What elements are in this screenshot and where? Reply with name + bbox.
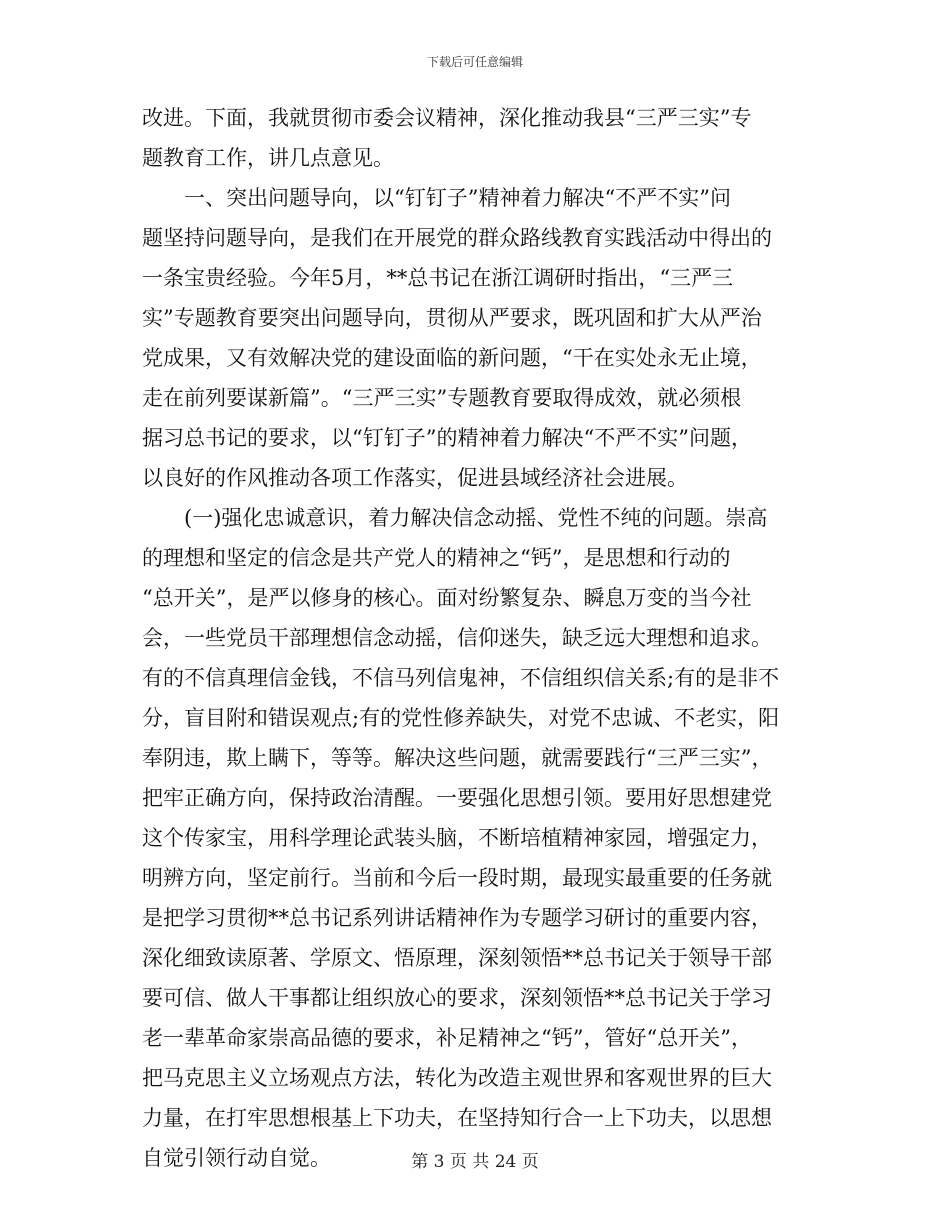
subsection-heading-line: (一)强化忠诚意识，着力解决信念动摇、党性不纯的问题。崇高 — [184, 506, 768, 530]
text-line: 深化细致读原著、学原文、悟原理，深刻领悟**总书记关于领导干部 — [142, 946, 772, 970]
text-line: 的理想和坚定的信念是共产党人的精神之“钙”，是思想和行动的 — [142, 546, 731, 570]
text-line: 把马克思主义立场观点方法，转化为改造主观世界和客观世界的巨大 — [142, 1066, 772, 1090]
text-line: 据习总书记的要求，以“钉钉子”的精神着力解决“不严不实”问题， — [142, 426, 752, 450]
text-line: 这个传家宝，用科学理论武装头脑，不断培植精神家园，增强定力， — [142, 826, 772, 850]
text-line: 自觉引领行动自觉。 — [142, 1146, 331, 1170]
section-heading-line: 一、突出问题导向，以“钉钉子”精神着力解决“不严不实”问 — [184, 186, 731, 210]
text-line: 实”专题教育要突出问题导向，贯彻从严要求，既巩固和扩大从严治 — [142, 306, 762, 330]
text-line: 分，盲目附和错误观点;有的党性修养缺失，对党不忠诚、不老实，阳 — [142, 706, 780, 730]
text-line: 以良好的作风推动各项工作落实，促进县域经济社会进展。 — [142, 466, 688, 490]
text-line: 一条宝贵经验。今年5月，**总书记在浙江调研时指出，“三严三 — [142, 266, 734, 290]
text-line: 党成果，又有效解决党的建设面临的新问题，“干在实处永无止境， — [142, 346, 762, 370]
text-line: 有的不信真理信金钱，不信马列信鬼神，不信组织信关系;有的是非不 — [142, 666, 780, 690]
text-line: 是把学习贯彻**总书记系列讲话精神作为专题学习研讨的重要内容， — [142, 906, 772, 930]
text-line: 把牢正确方向，保持政治清醒。一要强化思想引领。要用好思想建党 — [142, 786, 772, 810]
text-line: 改进。下面，我就贯彻市委会议精神，深化推动我县“三严三实”专 — [142, 106, 752, 130]
text-line: 老一辈革命家崇高品德的要求，补足精神之“钙”，管好“总开关”， — [142, 1026, 752, 1050]
body-text — [142, 98, 808, 1178]
text-line: 会，一些党员干部理想信念动摇，信仰迷失，缺乏远大理想和追求。 — [142, 626, 772, 650]
text-line: 题坚持问题导向，是我们在开展党的群众路线教育实践活动中得出的 — [142, 226, 772, 250]
text-line: 题教育工作，讲几点意见。 — [142, 146, 394, 170]
text-line: “总开关”，是严以修身的核心。面对纷繁复杂、瞬息万变的当今社 — [142, 586, 752, 610]
text-line: 走在前列要谋新篇”。“三严三实”专题教育要取得成效，就必须根 — [142, 386, 742, 410]
page-number-footer: 第 3 页 共 24 页 — [411, 1152, 539, 1172]
text-line: 奉阴违，欺上瞒下，等等。解决这些问题，就需要践行“三严三实”， — [142, 746, 773, 770]
page-header: 下载后可任意编辑 — [426, 55, 523, 69]
text-line: 要可信、做人干事都让组织放心的要求，深刻领悟**总书记关于学习 — [142, 986, 772, 1010]
text-line: 明辨方向，坚定前行。当前和今后一段时期，最现实最重要的任务就 — [142, 866, 772, 890]
text-line: 力量，在打牢思想根基上下功夫，在坚持知行合一上下功夫，以思想 — [142, 1106, 772, 1130]
